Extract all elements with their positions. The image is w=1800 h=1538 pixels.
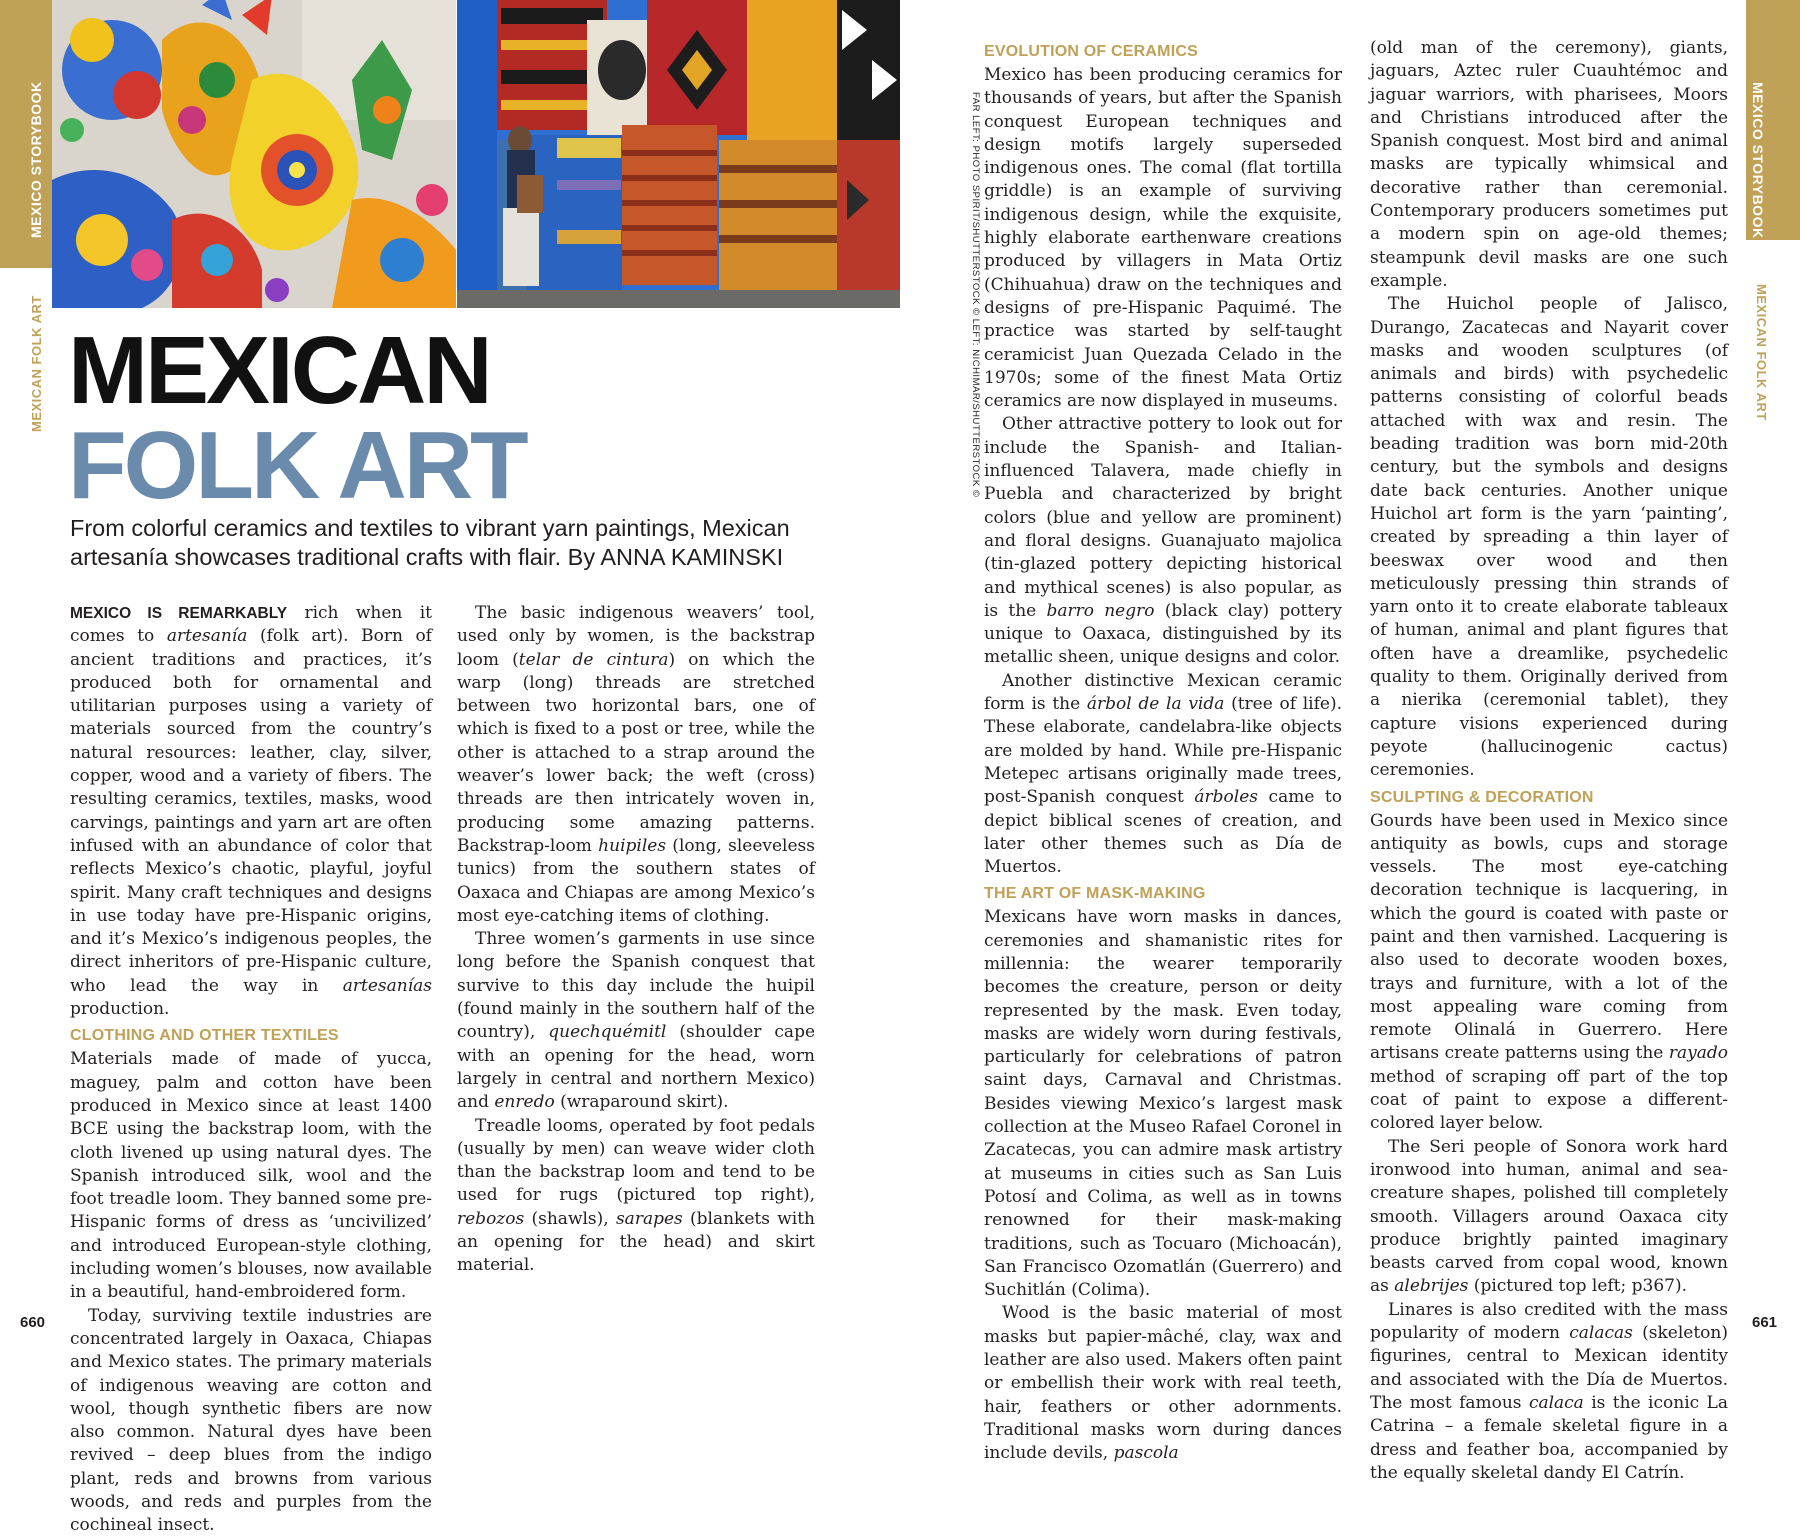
rugs-illustration [457,0,900,308]
textiles-paragraph-4: Three women’s garments in use since long before the Spanish conquest that survive to this day include the huipil (found mainly in the southern half of the country), quechquémitl (shoulder cape with an opening for the head, worn largely in central and northern Mexico) and enredo (wraparound skirt). [457,929,816,1113]
sculpting-paragraph-1: Gourds have been used in Mexico since antiquity as bowls, cups and storage vessels. The most eye-catching decoration technique is lacquering, in which the gourd is coated with paste or paint and then varnished. Lacquering is also used to decorate wooden boxes, trays and furniture, with a lot of the most appealing ware coming from remote Olinalá in Guerrero. Here artisans create patterns using the rayado method of scraping off part of the top coat of paint to expose a different-colored layer below. [1370,810,1728,1134]
left-side-tab [0,0,52,268]
photo-credit: FAR LEFT: PHOTO SPIRIT/SHUTTERSTOCK © LEFT: NICHIMAR/SHUTTERSTOCK © [970,92,981,498]
title-line-1: MEXICAN [68,317,490,424]
rugs-photo [457,0,900,308]
ceramics-paragraph-1: Mexico has been producing ceramics for thousands of years, but after the Spanish conquest European techniques and design motifs largely superseded indigenous ones. The comal (flat tortilla griddle) is an example of surviving indigenous design, while the exquisite, highly elaborate earthenware creations produced by villagers in Mata Ortiz (Chihuahua) draw on the techniques and designs of pre-Hispanic Paquimé. The practice was started by self-taught ceramicist Juan Quezada Celado in the 1970s; some of the finest Mata Ortiz ceramics are now displayed in museums. [984,65,1342,412]
column-2 [457,602,815,1278]
left-tab-section-label: MEXICAN FOLK ART [29,295,44,432]
heading-masks: THE ART OF MASK-MAKING [984,885,1206,903]
heading-ceramics: EVOLUTION OF CERAMICS [984,43,1198,60]
standfirst-text: From colorful ceramics and textiles to vibrant yarn paintings, Mexican artesanía showcases traditional crafts with flair. By [70,515,790,570]
right-tab-section-label: MEXICAN FOLK ART [1754,284,1769,421]
left-tab-book-label: MEXICO STORYBOOK [28,81,44,238]
sculpting-paragraph-3: Linares is also credited with the mass popularity of modern calacas (skeleton) figurines, central to Mexican identity and associated with the Día de Muertos. The most famous calaca is the iconic La Catrina – a female skeletal figure in a dress and feather boa, accompanied by the equally skeletal dandy El Catrín. [1370,1299,1728,1483]
page-number-right: 661 [1752,1314,1778,1331]
masks-paragraph-2-end: (old man of the ceremony), giants, jaguars, Aztec ruler Cuauhtémoc and jaguar warriors, with pharisees, Moors and Christians introduced after the Spanish conquest. Most bird and animal masks are typically whimsical and decorative rather than ceremonial. Contemporary producers sometimes put a modern spin on age-old themes; steampunk devil masks are one such example. [1370,38,1728,291]
column-3 [984,37,1342,1466]
intro-paragraph: MEXICO IS REMARKABLY rich when it comes to artesanía (folk art). Born of ancient traditions and practices, it’s produced both for ornamental and utilitarian purposes using a variety of materials sourced from the country’s natural resources: leather, clay, silver, copper, wood and a variety of fibers. The resulting ceramics, textiles, masks, wood carvings, paintings and yarn art are often infused with an abundance of color that reflects Mexico’s chaotic, playful, joyful spirit. Many craft techniques and designs in use today have pre-Hispanic origins, and it’s Mexico’s indigenous peoples, the direct inheritors of pre-Hispanic culture, who lead the way in artesanías production. [70,603,432,1020]
beading-paragraph: The Huichol people of Jalisco, Durango, Zacatecas and Nayarit cover masks and wooden sculptures (of animals and birds) with psychedelic patterns consisting of colorful beads attached with wax and resin. The beading tradition was born mid-20th century, but the symbols and designs date back centuries. Another unique Huichol art form is the yarn ‘painting’, created by spreading a thin layer of beeswax over wood and then meticulously pressing thin strands of yarn onto it to create elaborate tableaux of human, animal and plant figures that often have a dreamlike, psychedelic quality to them. Originally derived from a nierika (ceremonial tablet), they capture visions experienced during peyote (hallucinogenic cactus) ceremonies. [1370,294,1728,781]
column-4 [1370,37,1728,1485]
standfirst [70,514,830,572]
textiles-paragraph-5: Treadle looms, operated by foot pedals (usually by men) can weave wider cloth than the backstrap loom and tend to be used for rugs (pictured top right), rebozos (shawls), sarapes (blankets with an opening for the head) and skirt material. [457,1115,815,1276]
page-number-left: 660 [20,1314,46,1331]
lead-in: MEXICO IS REMARKABLY [70,605,288,622]
heading-textiles: CLOTHING AND OTHER TEXTILES [70,1027,339,1045]
masks-paragraph-1: Mexicans have worn masks in dances, ceremonies and shamanistic rites for millennia: the wearer temporarily becomes the creature, person or deity represented by the mask. Even today, masks are widely worn during festivals, particularly for celebrations of patron saint days, Carnaval and Christmas. Besides viewing Mexico’s largest mask collection at the Museo Rafael Coronel in Zacatecas, you can admire mask artistry at museums in cities such as San Luis Potosí and Colima, as well as in towns renowned for their mask-making traditions, such as Tocuaro (Michoacán), San Francisco Ozomatlán (Guerrero) and Suchitlán (Colima). [984,907,1342,1301]
ceramics-paragraph-2: Other attractive pottery to look out for include the Spanish- and Italian-influenced Talavera, made chiefly in Puebla and characterized by bright colors (blue and yellow are prominent) and floral designs. Guanajuato majolica (tin-glazed pottery depicting historical and mythical scenes) is also popular, as is the barro negro (black clay) pottery unique to Oaxaca, distinguished by its metallic sheen, unique designs and color. [984,414,1342,668]
ceramics-paragraph-3: Another distinctive Mexican ceramic form is the árbol de la vida (tree of life). These elaborate, candelabra-like objects are molded by hand. While pre-Hispanic Metepec artisans originally made trees, post-Spanish conquest árboles came to depict biblical scenes of creation, and later other themes such as Día de Muertos. [984,670,1342,878]
heading-sculpting: SCULPTING & DECORATION [1370,788,1594,806]
alebrijes-photo [52,0,456,308]
sculpting-paragraph-2: The Seri people of Sonora work hard ironwood into human, animal and sea-creature shapes, polished till completely smooth. Villagers around Oaxaca city produce brightly painted imaginary beasts carved from copal wood, known as alebrijes (pictured top left; p367). [1370,1136,1728,1297]
textiles-paragraph-1: Materials made of made of yucca, maguey, palm and cotton have been produced in Mexico since at least 1400 BCE using the backstrap loom, with the cloth livened up using natural dyes. The Spanish introduced silk, wool and the foot treadle loom. They banned some pre-Hispanic forms of dress as ‘uncivilized’ and introduced European-style clothing, including women’s blouses, now available in a beautiful, hand-embroidered form. [70,1049,432,1303]
textiles-paragraph-2: Today, surviving textile industries are concentrated largely in Oaxaca, Chiapas and Mexico states. The primary materials of indigenous weaving are cotton and wool, though synthetic fibers are now also common. Natural dyes have been revived – deep blues from the indigo plant, reds and browns from various woods, and reds and purples from the cochineal insect. [70,1305,432,1536]
right-tab-book-label: MEXICO STORYBOOK [1750,82,1766,239]
standfirst-author: ANNA KAMINSKI [600,544,784,570]
title-line-2: FOLK ART [68,412,526,519]
alebrijes-illustration [52,0,456,308]
textiles-paragraph-3: The basic indigenous weavers’ tool, used only by women, is the backstrap loom (telar de cintura) on which the warp (long) threads are stretched between two horizontal bars, one of which is fixed to a post or tree, while the other is attached to a strap around the weaver’s lower back; the weft (cross) threads are then intricately woven in, producing some amazing patterns. Backstrap-loom huipiles (long, sleeveless tunics) from the southern states of Oaxaca and Chiapas are among Mexico’s most eye-catching items of clothing. [457,603,815,926]
masks-paragraph-2-start: Wood is the basic material of most masks but papier-mâché, clay, wax and leather are also used. Makers often paint or embellish their work with real teeth, hair, feathers or other adornments. Traditional masks worn during dances include devils, pascola [984,1303,1342,1464]
column-1 [70,602,432,1538]
